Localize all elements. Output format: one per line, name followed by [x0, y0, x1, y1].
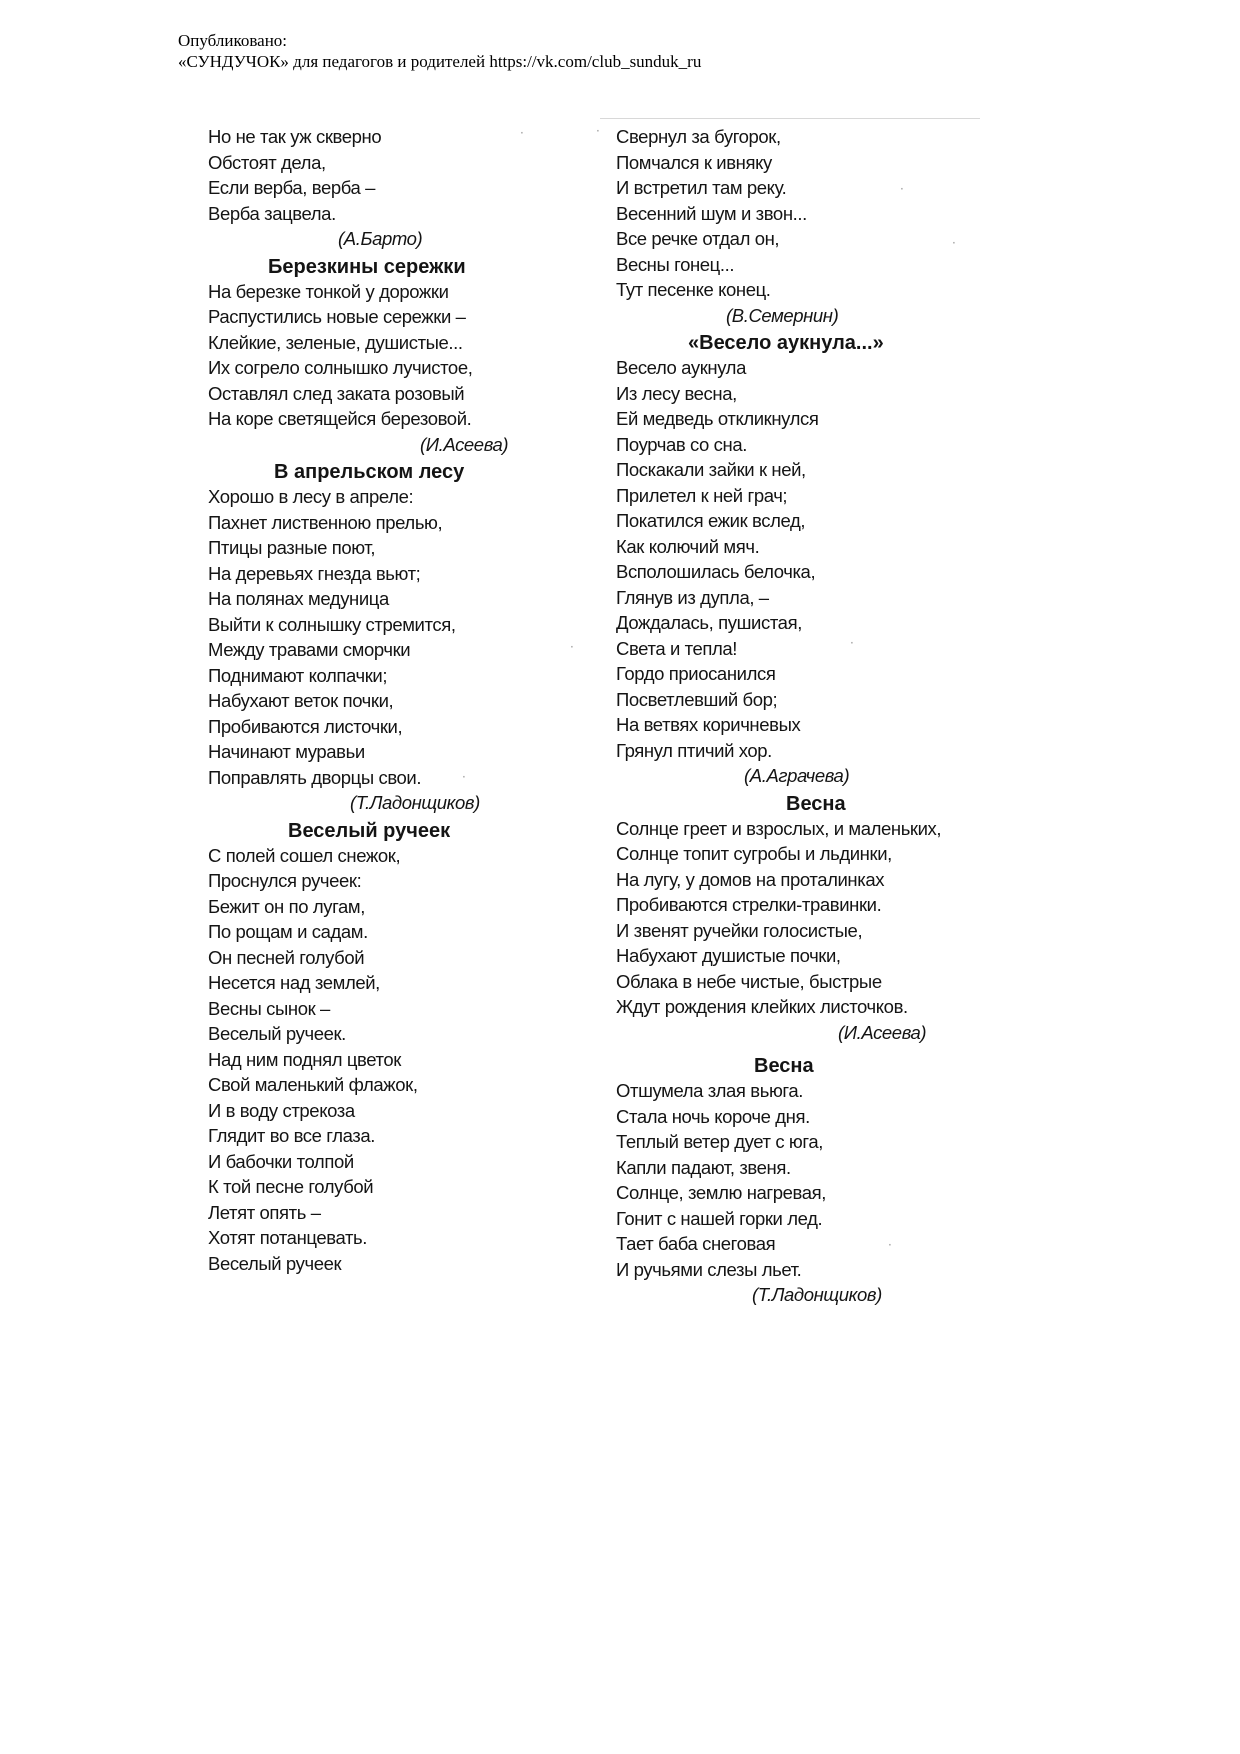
scan-speck: ·: [520, 126, 524, 140]
poem-line: Помчался к ивняку: [616, 151, 772, 173]
poem-line: Все речке отдал он,: [616, 228, 780, 249]
poem-line: Хотят потанцевать.: [208, 1227, 368, 1248]
poem-line: Поскакали зайки к ней,: [616, 459, 806, 480]
right-column: [616, 124, 976, 1308]
scan-divider: [600, 118, 980, 119]
poem-title: Веселый ручеек: [288, 819, 451, 842]
poem-line: Набухают веток почки,: [208, 690, 394, 711]
poem-line: Набухают душистые почки,: [616, 945, 841, 966]
poem-line: Всполошилась белочка,: [616, 561, 816, 582]
poem-line: Обстоят дела,: [208, 151, 326, 173]
poem-line: На березке тонкой у дорожки: [208, 280, 449, 302]
scan-speck: ·: [850, 636, 854, 650]
poem-line: Весело аукнула: [616, 357, 746, 378]
scan-speck: ·: [900, 182, 904, 196]
poem-vesna-aseeva: [616, 789, 976, 1046]
poem-line: Отшумела злая вьюга.: [616, 1080, 803, 1101]
header-source-line: «СУНДУЧОК» для педагогов и родителей https://vk.com/club_sunduk_ru: [178, 52, 702, 71]
poem-author: (И.Асеева): [420, 433, 509, 455]
poem-line: Начинают муравьи: [208, 741, 365, 762]
poem-line: Пахнет лиственною прелью,: [208, 511, 443, 533]
poem-line: Он песней голубой: [208, 946, 365, 968]
poem-line: Солнце, землю нагревая,: [616, 1182, 826, 1203]
poem-title: Весна: [754, 1055, 814, 1077]
poem-line: Как колючий мяч.: [616, 535, 760, 557]
scan-speck: ·: [952, 236, 956, 250]
poem-line: Теплый ветер дует с юга,: [616, 1131, 823, 1152]
poem-line: Солнце топит сугробы и льдинки,: [616, 843, 892, 864]
scan-speck: ·: [462, 770, 466, 784]
left-column: [208, 124, 528, 1276]
poem-line: Над ним поднял цветок: [208, 1048, 401, 1070]
poem-title: «Весело аукнула...»: [688, 332, 884, 354]
poem-line: Оставлял след заката розовый: [208, 382, 465, 404]
poem-line: Грянул птичий хор.: [616, 739, 772, 761]
poem-vesna-ladonshchikov: [616, 1051, 976, 1308]
scan-speck: ·: [888, 1238, 892, 1252]
poem-line: На деревьях гнезда вьют;: [208, 562, 421, 584]
poem-line: Стала ночь короче дня.: [616, 1105, 810, 1127]
poem-author: (А.Аграчева): [744, 765, 850, 786]
poem-line: И звенят ручейки голосистые,: [616, 919, 863, 941]
poem-line: Тут песенке конец.: [616, 279, 771, 300]
poem-line: Гордо приосанился: [616, 663, 776, 684]
poem-author: (А.Барто): [338, 228, 423, 249]
poem-author: (И.Асеева): [838, 1021, 927, 1043]
poem-line: Света и тепла!: [616, 637, 738, 659]
poem-line: Бежит он по лугам,: [208, 895, 365, 917]
poem-berezkiny-serezhki: [208, 252, 528, 458]
poem-author: (Т.Ладонщиков): [752, 1284, 882, 1305]
poem-semernin-ending: [616, 124, 976, 328]
poem-line: Из лесу весна,: [616, 382, 737, 404]
poem-line: Проснулся ручеек:: [208, 870, 362, 891]
poem-barto-ending: [208, 124, 528, 252]
poem-line: Свой маленький флажок,: [208, 1074, 418, 1095]
poem-line: С полей сошел снежок,: [208, 844, 401, 866]
poem-line: Поднимают колпачки;: [208, 664, 388, 686]
poem-line: Солнце греет и взрослых, и маленьких,: [616, 817, 942, 839]
poem-line: Облака в небе чистые, быстрые: [616, 970, 882, 992]
poem-veselyj-ruchejok: [208, 816, 528, 1277]
poem-line: Хорошо в лесу в апреле:: [208, 486, 414, 507]
publication-header: [178, 30, 701, 72]
poem-line: На полянах медуница: [208, 588, 389, 609]
poem-line: Глядит во все глаза.: [208, 1125, 376, 1146]
poem-line: Веселый ручеек: [208, 1252, 342, 1274]
poem-line: Глянув из дупла, –: [616, 586, 769, 608]
poem-line: Клейкие, зеленые, душистые...: [208, 331, 463, 353]
poem-line: Ждут рождения клейких листочков.: [616, 996, 908, 1017]
poem-line: Тает баба снеговая: [616, 1233, 776, 1254]
poem-title: Березкины сережки: [268, 255, 466, 278]
poem-line: Весны гонец...: [616, 253, 735, 275]
poem-line: Ей медведь откликнулся: [616, 408, 819, 429]
poem-line: На ветвях коричневых: [616, 714, 801, 735]
poem-veselo-auknula: [616, 328, 976, 789]
poem-line: И в воду стрекоза: [208, 1099, 355, 1121]
poem-line: Прилетел к ней грач;: [616, 484, 788, 506]
poem-line: Между травами сморчки: [208, 639, 411, 660]
poem-line: Весны сынок –: [208, 997, 330, 1019]
poem-line: И ручьями слезы льет.: [616, 1258, 802, 1280]
poem-line: Но не так уж скверно: [208, 126, 382, 147]
poem-author: (В.Семернин): [726, 304, 839, 326]
scan-speck: ·: [570, 640, 574, 654]
poem-line: Веселый ручеек.: [208, 1023, 346, 1044]
poem-line: Капли падают, звеня.: [616, 1156, 791, 1178]
poem-line: Гонит с нашей горки лед.: [616, 1207, 823, 1229]
poem-v-aprelskom-lesu: [208, 457, 528, 816]
poem-line: На коре светящейся березовой.: [208, 408, 472, 429]
poem-line: Пробиваются листочки,: [208, 715, 403, 737]
poem-line: Посветлевший бор;: [616, 688, 778, 710]
poem-line: Несется над землей,: [208, 972, 380, 993]
poem-line: Весенний шум и звон...: [616, 202, 807, 224]
scan-speck: ·: [596, 124, 600, 138]
poem-line: Пробиваются стрелки-травинки.: [616, 894, 882, 915]
poem-line: Покатился ежик вслед,: [616, 510, 806, 531]
poem-line: И встретил там реку.: [616, 177, 787, 198]
poem-line: Если верба, верба –: [208, 177, 376, 198]
poem-line: Птицы разные поют,: [208, 537, 376, 558]
poem-line: По рощам и садам.: [208, 921, 368, 942]
poem-line: Их согрело солнышко лучистое,: [208, 357, 473, 378]
poem-line: Выйти к солнышку стремится,: [208, 613, 456, 635]
poem-title: Весна: [786, 792, 846, 815]
poem-line: И бабочки толпой: [208, 1150, 354, 1172]
poem-line: Дождалась, пушистая,: [616, 612, 802, 633]
poem-line: Поправлять дворцы свои.: [208, 766, 422, 788]
poem-line: Свернул за бугорок,: [616, 126, 781, 147]
poem-line: Распустились новые сережки –: [208, 306, 466, 327]
poem-line: Поурчав со сна.: [616, 433, 747, 455]
header-published-label: Опубликовано:: [178, 31, 288, 50]
poem-title: В апрельском лесу: [274, 461, 465, 483]
poem-author: (Т.Ладонщиков): [350, 792, 480, 813]
poem-line: Летят опять –: [208, 1201, 321, 1223]
poem-line: К той песне голубой: [208, 1176, 374, 1197]
poem-line: Верба зацвела.: [208, 202, 336, 224]
poem-line: На лугу, у домов на проталинках: [616, 868, 885, 890]
